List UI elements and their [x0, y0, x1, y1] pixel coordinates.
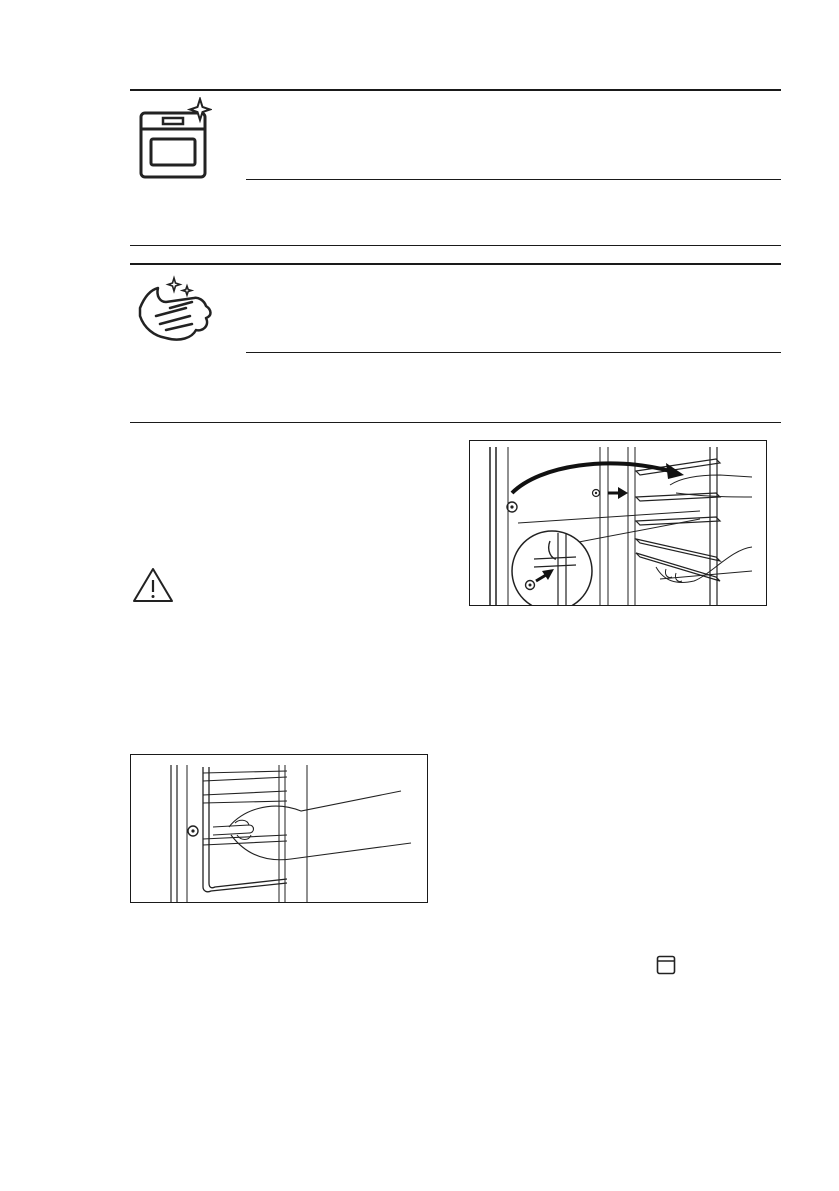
- hand-wipe-sparkle-icon: [134, 272, 216, 346]
- section-top-rule: [130, 89, 781, 91]
- section-divider: [246, 179, 781, 180]
- warning-triangle-icon: [131, 566, 175, 604]
- section-top-rule: [130, 263, 781, 265]
- section-divider: [246, 352, 781, 353]
- oven-light-symbol-icon: [656, 955, 676, 975]
- shelf-support-diagram: [469, 440, 767, 606]
- section-bottom-rule: [130, 422, 781, 423]
- hand-pulling-shelf-support-diagram: [130, 754, 428, 903]
- section-bottom-rule: [130, 245, 781, 246]
- oven-sparkle-icon: [136, 97, 212, 181]
